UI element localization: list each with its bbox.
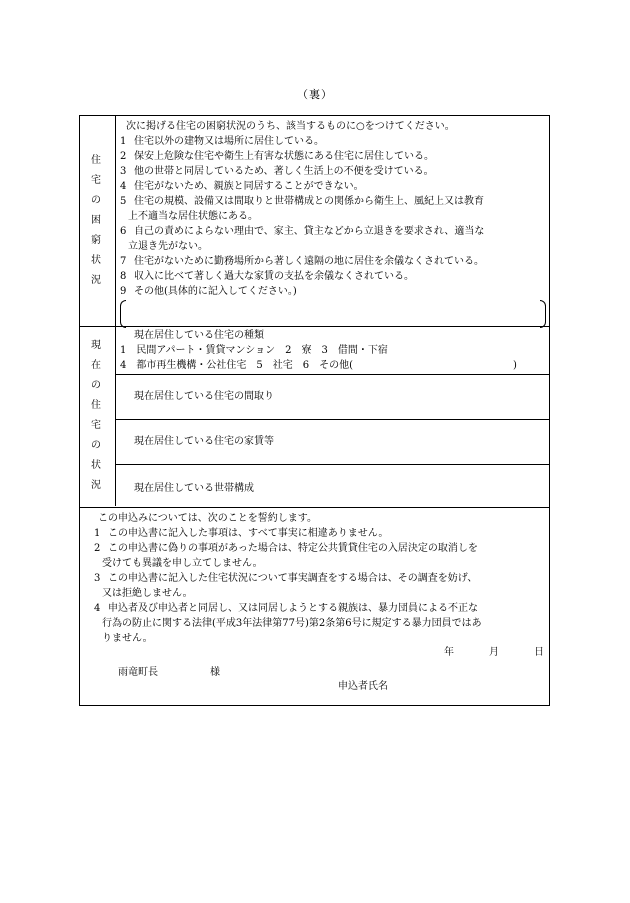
month-label: 月 xyxy=(489,647,499,658)
item-number: 1 xyxy=(94,528,101,539)
item-number: 7 xyxy=(120,256,127,267)
item-line: 保安上危険な住宅や衛生上有害な状態にある住宅に居住している。 xyxy=(134,151,434,162)
section-label-current-housing: 現在の住宅の状況 xyxy=(80,326,116,506)
difficulty-item-9[interactable] xyxy=(120,284,548,299)
household-cell[interactable] xyxy=(116,465,549,506)
item-line: 自己の責めによらない理由で、家主、貸主などから立退きを要求され、適当な xyxy=(134,226,485,237)
item-text xyxy=(102,541,478,571)
item-line: 又は拒絶しません。 xyxy=(102,588,193,599)
right-bracket xyxy=(540,300,546,328)
pledge-item-4[interactable] xyxy=(94,601,546,646)
page-title: （裏） xyxy=(297,88,333,101)
item-line: 他の世帯と同居しているため、著しく生活上の不便を受けている。 xyxy=(134,166,434,177)
item-line: その他(具体的に記入してください。) xyxy=(134,286,297,297)
item-text xyxy=(102,601,482,646)
item-text xyxy=(134,134,324,149)
addressee xyxy=(118,665,220,680)
housing-type-cell xyxy=(116,328,549,372)
item-line: 立退き先がない。 xyxy=(128,241,208,252)
item-line: りません。 xyxy=(102,633,153,644)
sama-label: 様 xyxy=(210,667,220,678)
other-detail-field[interactable] xyxy=(120,300,548,328)
item-line: この申込書に記入した住宅状況について事実調査をする場合は、その調査を妨げ、 xyxy=(108,573,478,584)
difficulty-item-1[interactable] xyxy=(120,134,548,149)
housing-type-options-1[interactable]: 1 民間アパート・賃貸マンション 2 寮 3 借間・下宿 xyxy=(120,345,388,356)
difficulty-items xyxy=(120,134,548,299)
housing-difficulty-list xyxy=(120,119,548,328)
difficulty-item-5[interactable] xyxy=(120,194,548,224)
pledge-items xyxy=(94,526,546,646)
pledge-intro: この申込みについては、次のことを誓約します。 xyxy=(98,513,317,524)
difficulty-item-6[interactable] xyxy=(120,224,548,254)
application-form xyxy=(79,115,550,706)
mayor-label: 雨竜町長 xyxy=(118,667,158,678)
difficulty-item-2[interactable] xyxy=(120,149,548,164)
item-number: 4 xyxy=(120,181,127,192)
item-number: 1 xyxy=(120,136,127,147)
item-text xyxy=(134,284,297,299)
item-line: 住宅がないため、親族と同居することができない。 xyxy=(134,181,364,192)
housing-type-options-2[interactable]: 4 都市再生機構・公社住宅 5 社宅 6 その他( ) xyxy=(120,360,517,371)
item-number: 3 xyxy=(120,166,127,177)
difficulty-item-3[interactable] xyxy=(120,164,548,179)
rent-label: 現在居住している住宅の家賃等 xyxy=(134,436,274,447)
difficulty-item-8[interactable] xyxy=(120,269,548,284)
item-number: 9 xyxy=(120,286,127,297)
floor-plan-label: 現在居住している住宅の間取り xyxy=(134,391,274,402)
item-line: 申込者及び申込者と同居し、又は同居しようとする親族は、暴力団員による不正な xyxy=(108,603,478,614)
item-number: 4 xyxy=(94,603,101,614)
item-text xyxy=(134,164,434,179)
year-label: 年 xyxy=(444,647,454,658)
item-text xyxy=(128,224,485,254)
item-line: 住宅の規模、設備又は間取りと世帯構成との関係から衛生上、風紀上又は教育 xyxy=(134,196,484,207)
item-line: 上不適当な居住状態にある。 xyxy=(128,211,258,222)
pledge-item-3[interactable] xyxy=(94,571,546,601)
item-line: この申込書に偽りの事項があった場合は、特定公共賃貸住宅の入居決定の取消しを xyxy=(108,543,478,554)
date-row xyxy=(444,645,544,660)
difficulty-item-7[interactable] xyxy=(120,254,548,269)
item-text xyxy=(134,254,484,269)
item-number: 5 xyxy=(120,196,127,207)
household-label: 現在居住している世帯構成 xyxy=(134,483,254,494)
housing-type-title: 現在居住している住宅の種類 xyxy=(134,330,264,341)
pledge-section xyxy=(94,511,546,646)
item-line: 受けても異議を申し立てしません。 xyxy=(102,558,263,569)
item-text xyxy=(108,526,388,541)
item-text xyxy=(128,194,484,224)
item-line: 収入に比べて著しく過大な家賃の支払を余儀なくされている。 xyxy=(134,271,414,282)
item-text xyxy=(134,179,364,194)
item-number: 2 xyxy=(120,151,127,162)
item-line: 住宅以外の建物又は場所に居住している。 xyxy=(134,136,324,147)
difficulty-item-4[interactable] xyxy=(120,179,548,194)
item-line: 住宅がないために勤務場所から著しく遠隔の地に居住を余儀なくされている。 xyxy=(134,256,484,267)
item-line: 行為の防止に関する法律(平成3年法律第77号)第2条第6号に規定する暴力団員ではあ xyxy=(102,618,482,629)
difficulty-intro: 次に掲げる住宅の困窮状況のうち、該当するものに○をつけてください。 xyxy=(126,121,455,132)
pledge-item-2[interactable] xyxy=(94,541,546,571)
day-label: 日 xyxy=(534,647,544,658)
left-bracket xyxy=(120,300,126,328)
item-number: 6 xyxy=(120,226,127,237)
divider xyxy=(80,326,549,327)
pledge-item-1[interactable] xyxy=(94,526,546,541)
item-text xyxy=(134,269,414,284)
item-number: 3 xyxy=(94,573,101,584)
item-text xyxy=(134,149,434,164)
section-label-housing-difficulty: 住宅の困窮状況 xyxy=(80,116,116,326)
item-number: 8 xyxy=(120,271,127,282)
divider xyxy=(80,507,549,508)
applicant-name-label: 申込者氏名 xyxy=(338,681,388,692)
floor-plan-cell[interactable] xyxy=(116,375,549,419)
item-line: この申込書に記入した事項は、すべて事実に相違ありません。 xyxy=(108,528,389,539)
item-number: 2 xyxy=(94,543,101,554)
item-text xyxy=(102,571,478,601)
rent-cell[interactable] xyxy=(116,420,549,464)
